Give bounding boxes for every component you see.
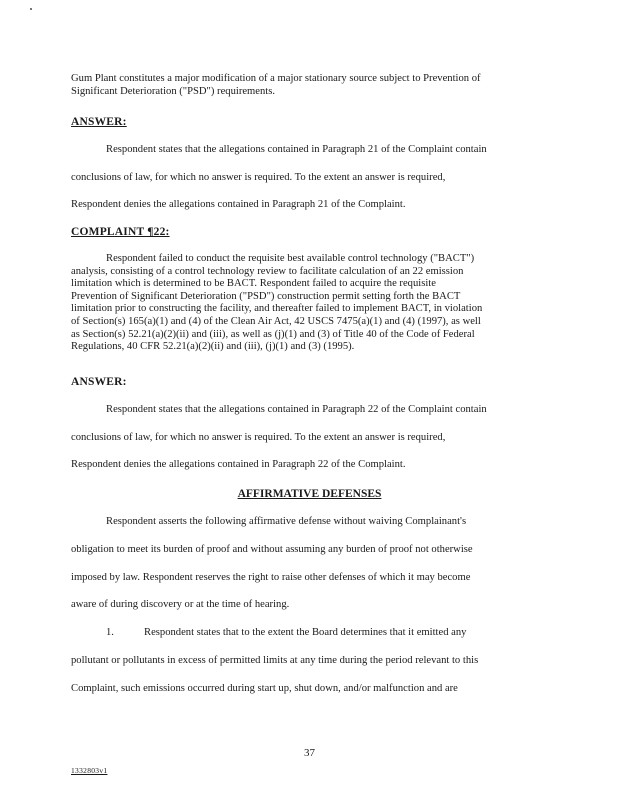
answer-line: Respondent denies the allegations contained in Paragraph 21 of the Complaint. — [71, 199, 406, 210]
affirmative-defenses-heading: AFFIRMATIVE DEFENSES — [237, 488, 382, 500]
complaint-line: Prevention of Significant Deterioration ("PSD") construction permit setting forth the BACT — [71, 290, 461, 302]
scan-speck — [30, 8, 32, 10]
complaint-line: limitation prior to constructing the facility, and thereafter failed to implement BACT, in violation — [71, 303, 483, 315]
complaint-line: limitation which is determined to be BACT. Respondent failed to acquire the requisite — [71, 278, 436, 290]
complaint-line: analysis, consisting of a control technology review to facilitate calculation of an 22 emission — [71, 265, 464, 277]
paragraph-line: Gum Plant constitutes a major modification of a major stationary source subject to Prevention of — [71, 73, 481, 84]
complaint-line: Respondent failed to conduct the requisite best available control technology ("BACT") — [106, 253, 475, 264]
page-number: 37 — [304, 747, 315, 759]
complaint-paragraph — [71, 253, 549, 354]
document-id: 1332803v1 — [71, 766, 108, 775]
answer-line: Respondent states that the allegations contained in Paragraph 22 of the Complaint contain — [106, 404, 487, 415]
answer-line: Respondent states that the allegations contained in Paragraph 21 of the Complaint contain — [106, 144, 487, 155]
defense-intro-line: imposed by law. Respondent reserves the right to raise other defenses of which it may become — [71, 572, 471, 583]
defense-intro-line: aware of during discovery or at the time of hearing. — [71, 599, 290, 610]
defense-intro-line: Respondent asserts the following affirmative defense without waiving Complainant's — [106, 516, 467, 527]
defense-item-line: Complaint, such emissions occurred during start up, shut down, and/or malfunction and are — [71, 683, 458, 694]
complaint-heading: COMPLAINT ¶22: — [71, 226, 170, 238]
answer-line: conclusions of law, for which no answer is required. To the extent an answer is required, — [71, 432, 446, 443]
complaint-line: Regulations, 40 CFR 52.21(a)(2)(ii) and (iii), (j)(1) and (3) (1995). — [71, 341, 355, 353]
defense-item-1 — [106, 627, 549, 638]
complaint-line: as Section(s) 52.21(a)(2)(ii) and (iii), as well as (j)(1) and (3) of Title 40 of the Code of Federal — [71, 328, 475, 340]
continuation-paragraph — [71, 73, 549, 98]
answer-heading: ANSWER: — [71, 116, 127, 128]
defense-item-text: Respondent states that to the extent the Board determines that it emitted any — [144, 627, 467, 638]
defense-item-number: 1. — [106, 627, 114, 638]
answer-heading: ANSWER: — [71, 376, 127, 388]
defense-intro-line: obligation to meet its burden of proof and without assuming any burden of proof not otherwise — [71, 544, 473, 555]
complaint-line: of Section(s) 165(a)(1) and (4) of the Clean Air Act, 42 USCS 7475(a)(1) and (4) (1997), as well — [71, 315, 481, 327]
answer-line: Respondent denies the allegations contained in Paragraph 22 of the Complaint. — [71, 459, 406, 470]
answer-line: conclusions of law, for which no answer is required. To the extent an answer is required, — [71, 172, 446, 183]
paragraph-line: Significant Deterioration ("PSD") requirements. — [71, 85, 275, 97]
defense-item-line: pollutant or pollutants in excess of permitted limits at any time during the period relevant to this — [71, 655, 479, 666]
